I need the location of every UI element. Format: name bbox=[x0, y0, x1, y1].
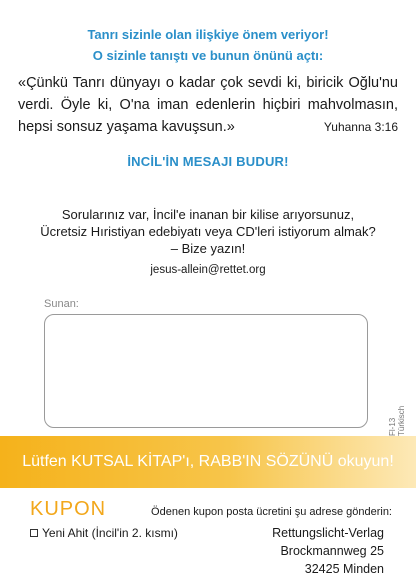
address-line-1: Rettungslicht-Verlag bbox=[272, 526, 384, 540]
bible-quote: «Çünkü Tanrı dünyayı o kadar çok sevdi ki, biricik Oğlu'nu verdi. Öyle ki, O'na iman edenlerin hiçbiri mahvolmasın, hepsi sonsuz yaşama kavuşsun.» bbox=[18, 75, 398, 135]
intro-text bbox=[0, 24, 416, 66]
coupon-option-label: Yeni Ahit (İncil'in 2. kısmı) bbox=[42, 526, 178, 540]
contact-email[interactable]: jesus-allein@rettet.org bbox=[150, 264, 266, 276]
presenter-stamp-box bbox=[44, 314, 368, 428]
checkbox-icon[interactable] bbox=[30, 529, 38, 537]
side-code-id: Fl-13 bbox=[388, 417, 397, 436]
intro-line-2: O sizinle tanıştı ve bunun önünü açtı: bbox=[92, 48, 324, 63]
mailing-address bbox=[272, 524, 384, 578]
gospel-headline: İNCİL'İN MESAJI BUDUR! bbox=[127, 154, 289, 169]
contact-invitation: Sorularınız var, İncil'e inanan bir kilise arıyorsunuz, Ücretsiz Hıristiyan edebiyatı veya CD'leri istiyorum almak? – Bize yazın! bbox=[40, 207, 376, 256]
quote-reference: Yuhanna 3:16 bbox=[323, 120, 398, 134]
coupon-send-note: Ödenen kupon posta ücretini şu adrese gönderin: bbox=[151, 506, 392, 518]
address-line-2: Brockmannweg 25 bbox=[280, 544, 384, 558]
banner-text: Lütfen KUTSAL KİTAP'ı, RABB'IN SÖZÜNÜ okuyun! bbox=[22, 453, 394, 470]
side-code-language: Türkisch bbox=[397, 405, 406, 436]
presenter-label: Sunan: bbox=[44, 298, 79, 310]
intro-line-1: Tanrı sizinle olan ilişkiye önem veriyor! bbox=[87, 27, 329, 42]
read-bible-banner bbox=[0, 436, 416, 488]
address-line-3: 32425 Minden bbox=[304, 562, 384, 576]
side-code bbox=[388, 406, 406, 436]
coupon-title: KUPON bbox=[30, 498, 107, 520]
coupon-option[interactable] bbox=[30, 526, 178, 540]
